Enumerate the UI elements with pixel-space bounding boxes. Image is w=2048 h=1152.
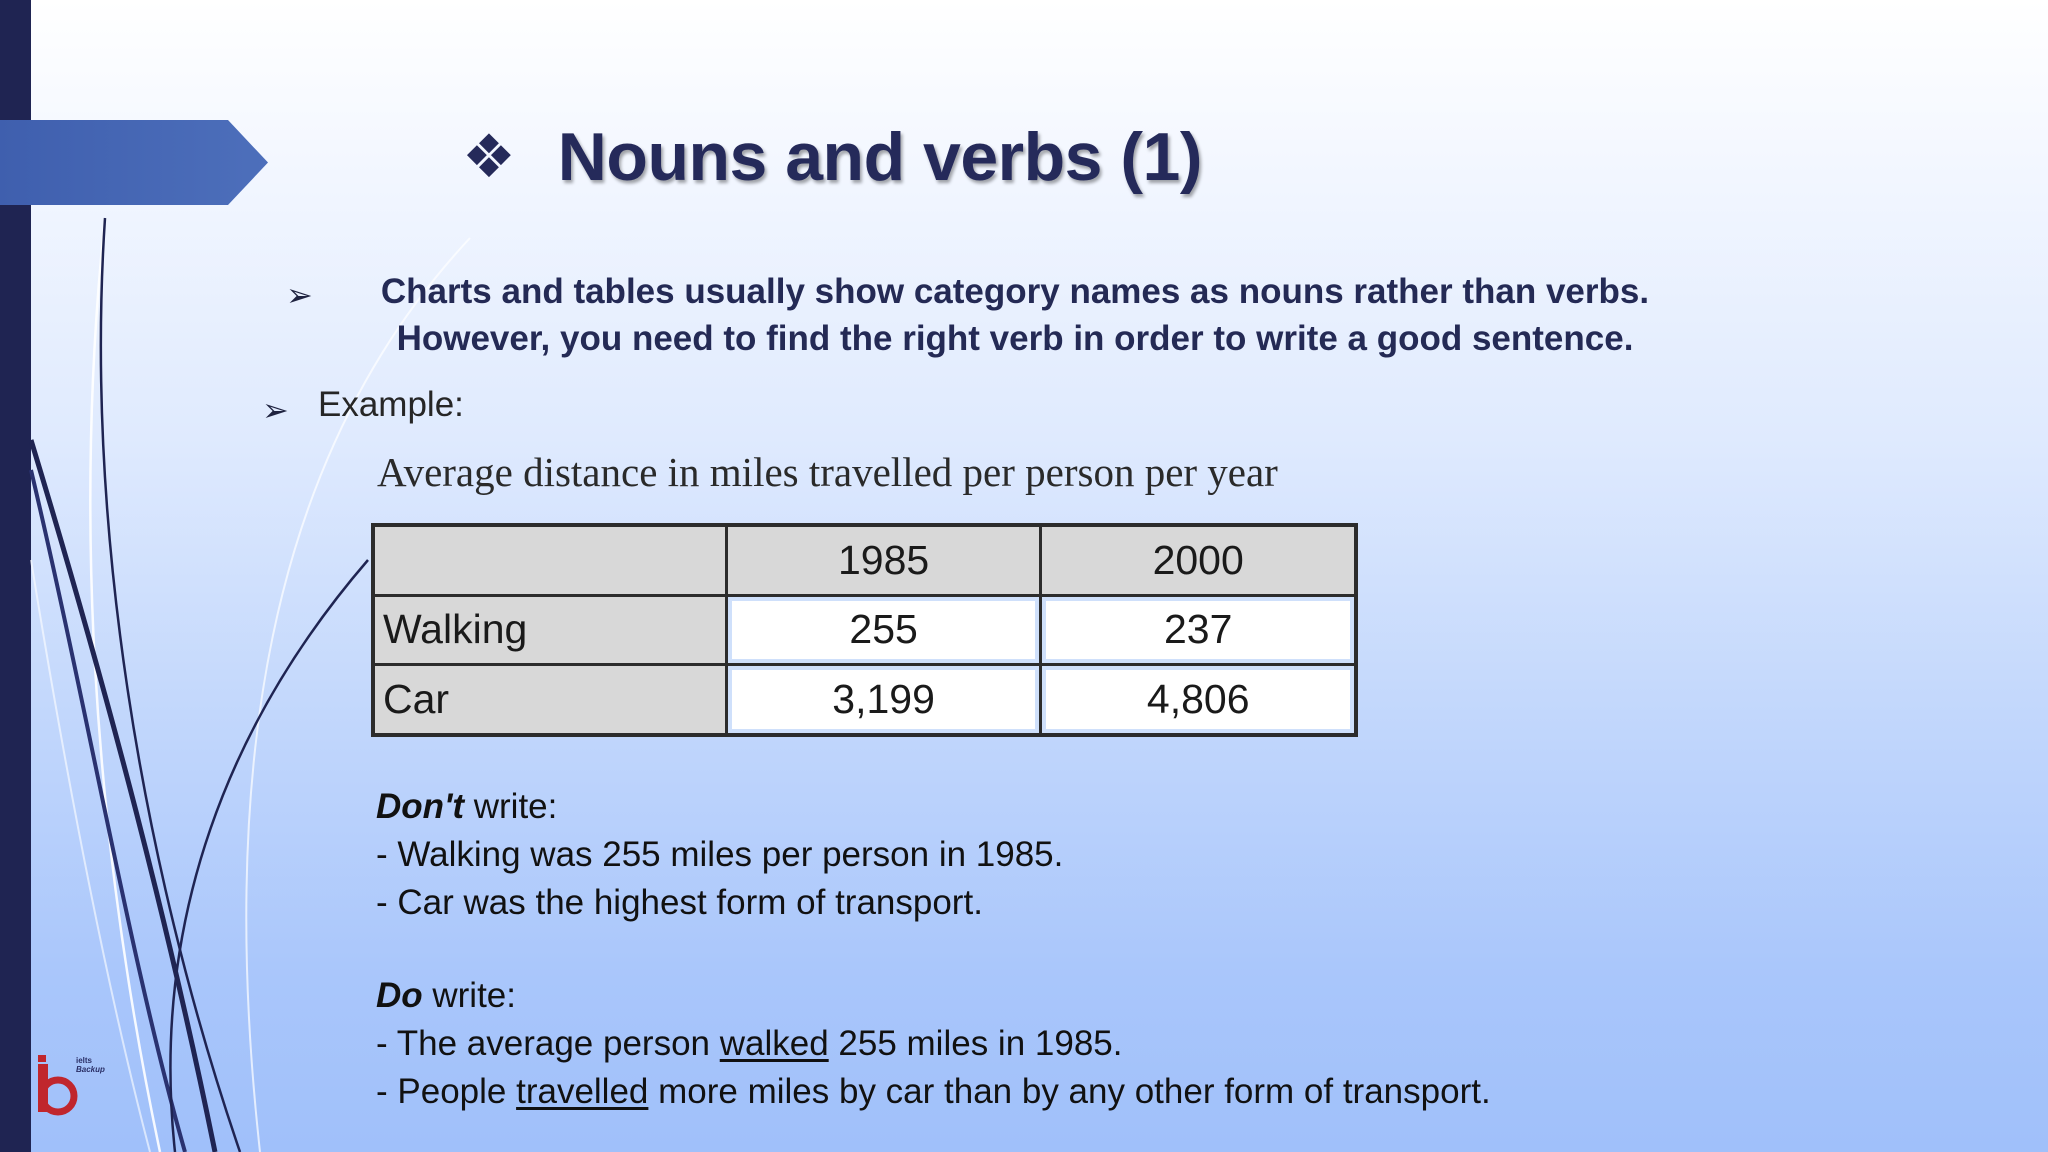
do-example-line	[376, 1020, 1491, 1068]
arrowhead-bullet-icon: ➢	[286, 276, 313, 314]
table-row	[373, 665, 1356, 735]
arrowhead-bullet-icon: ➢	[262, 391, 289, 429]
four-diamond-bullet-icon: ❖	[462, 122, 516, 192]
do-example-line	[376, 1068, 1491, 1116]
table-row	[373, 595, 1356, 665]
slide-title-text: Nouns and verbs (1)	[557, 119, 1202, 195]
ielts-backup-logo	[36, 1052, 116, 1122]
do-line1-prefix: - The average person	[376, 1024, 720, 1063]
svg-text:ielts: ielts	[76, 1056, 93, 1065]
table-cell: 237	[1041, 595, 1356, 665]
do-line1-suffix: 255 miles in 1985.	[828, 1024, 1123, 1063]
dont-write-heading	[376, 783, 1063, 831]
do-line2-prefix: - People	[376, 1072, 517, 1111]
do-heading-rest: write:	[422, 976, 517, 1015]
dont-write-block	[376, 783, 1063, 927]
dont-example-line: - Car was the highest form of transport.	[376, 883, 983, 922]
svg-text:Backup: Backup	[76, 1065, 105, 1074]
do-emphasis: Do	[376, 976, 423, 1015]
dont-example-line: - Walking was 255 miles per person in 1985.	[376, 835, 1064, 874]
do-line2-underlined-verb: travelled	[516, 1072, 649, 1111]
table-row-label: Walking	[373, 595, 726, 665]
table-cell: 3,199	[726, 665, 1041, 735]
table-row-label: Car	[373, 665, 726, 735]
do-write-block	[376, 972, 1491, 1116]
do-write-heading	[376, 972, 1491, 1020]
bullet-text-example: Example:	[318, 385, 464, 424]
dont-emphasis: Don't	[376, 787, 465, 826]
do-line2-suffix: more miles by car than by any other form of transport.	[648, 1072, 1491, 1111]
table-header-cell: 1985	[726, 525, 1041, 595]
table-header-cell: 2000	[1041, 525, 1356, 595]
table-header-row	[373, 525, 1356, 595]
table-header-cell	[373, 525, 726, 595]
bullet-text-1: Charts and tables usually show category names as nouns rather than verbs. However, you need to find the right verb in order to write a good sentence.	[380, 272, 1650, 358]
dont-heading-rest: write:	[464, 787, 558, 826]
table-caption: Average distance in miles travelled per person per year	[377, 449, 1278, 495]
do-line1-underlined-verb: walked	[719, 1024, 829, 1063]
slide-title	[462, 118, 1202, 196]
distance-table	[371, 523, 1358, 737]
table-cell: 255	[726, 595, 1041, 665]
table-cell: 4,806	[1041, 665, 1356, 735]
